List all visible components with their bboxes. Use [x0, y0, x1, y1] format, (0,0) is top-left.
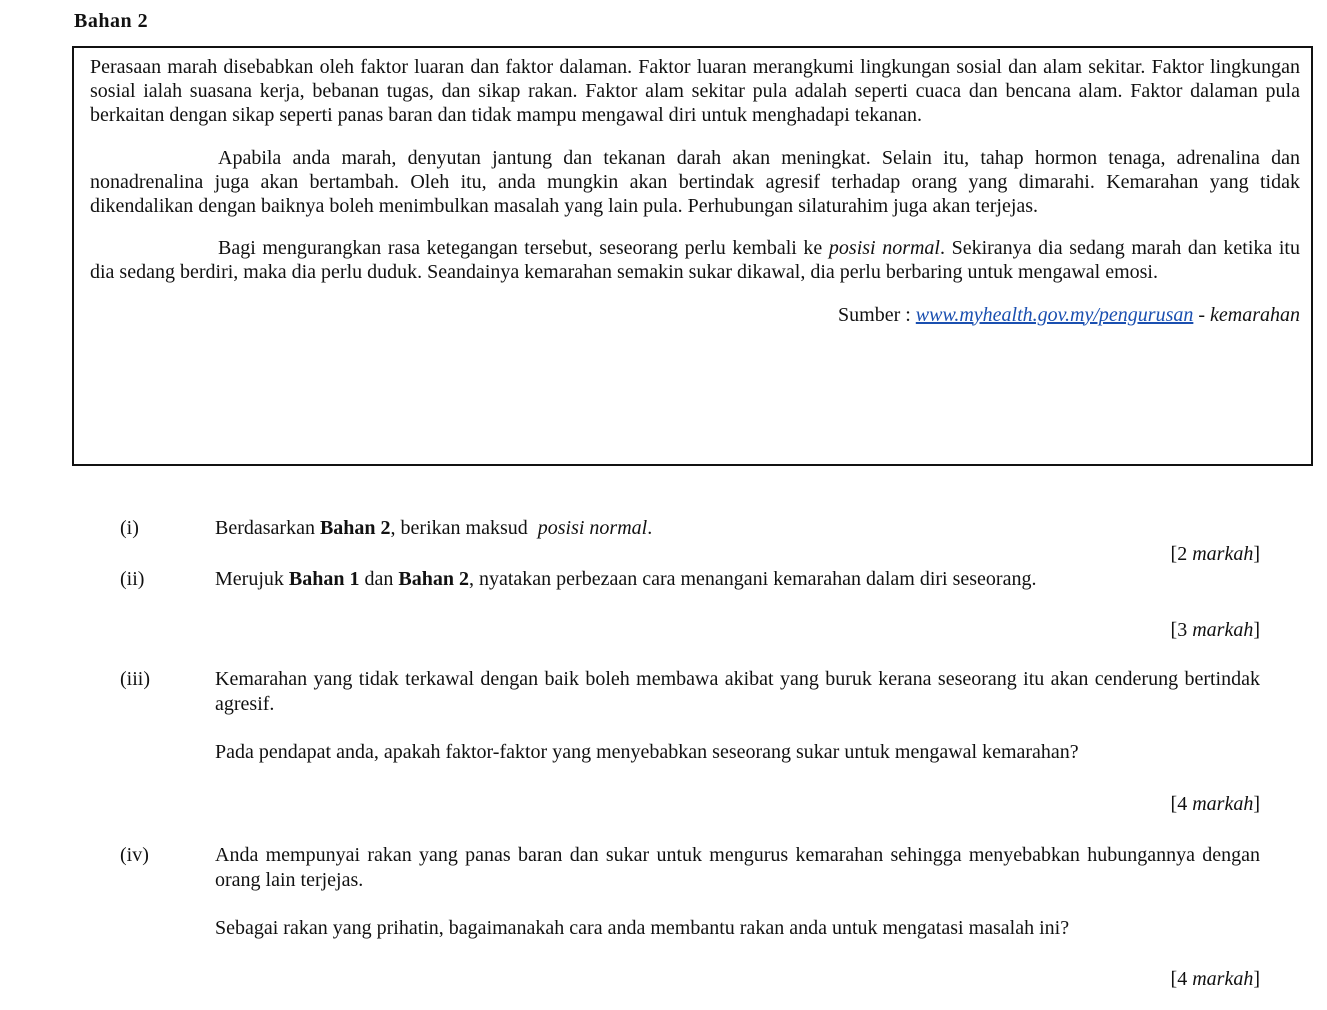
- marks-label-iv: [4 markah]: [1170, 968, 1260, 990]
- question-number: (ii): [120, 568, 145, 590]
- section-heading: Bahan 2: [74, 10, 149, 32]
- question-statement: Kemarahan yang tidak terkawal dengan baik boleh membawa akibat yang buruk kerana seseorang itu akan cenderung bertindak agresif.: [215, 668, 1260, 715]
- question-i: [120, 516, 1260, 542]
- marks-label-ii: [3 markah]: [1170, 619, 1260, 641]
- source-paragraph-1: Perasaan marah disebabkan oleh faktor luaran dan faktor dalaman. Faktor luaran merangkumi lingkungan sosial dan alam sekitar. Faktor lingkungan sosial ialah suasana kerja, bebanan tugas, dan sikap rakan. Faktor alam sekitar pula adalah seperti cuaca dan bencana alam. Faktor dalaman pula berkaitan dengan sikap seperti panas baran dan tidak mampu mengawal diri untuk menghadapi tekanan.: [90, 56, 1300, 127]
- question-prompt: Pada pendapat anda, apakah faktor-faktor yang menyebabkan seseorang sukar untuk mengawal kemarahan?: [215, 741, 1079, 763]
- question-text-part: , nyatakan perbezaan cara menangani kemarahan dalam diri seseorang.: [468, 568, 1037, 590]
- marks-label-iii: [4 markah]: [1170, 793, 1260, 815]
- question-text-part: Merujuk: [215, 568, 284, 590]
- paragraph-3-end: . Sekiranya dia sedang marah dan ketika itu dia sedang berdiri, maka dia perlu duduk. Seandainya kemarahan semakin sukar dikawal, dia perlu berbaring untuk mengawal emosi.: [90, 237, 1300, 284]
- bold-reference: Bahan 2: [398, 568, 469, 590]
- source-paragraph-3: [90, 236, 1300, 284]
- question-text: [215, 516, 1260, 541]
- source-suffix: - kemarahan: [1198, 303, 1300, 326]
- source-citation: [90, 303, 1300, 327]
- question-text: [215, 843, 1260, 941]
- paragraph-3-start: Bagi mengurangkan rasa ketegangan tersebut, seseorang perlu kembali ke: [218, 237, 823, 260]
- question-iii: [120, 667, 1260, 792]
- italic-term: posisi normal: [537, 517, 648, 539]
- question-iv: [120, 843, 1260, 968]
- source-link[interactable]: www.myhealth.gov.my/pengurusan: [915, 303, 1194, 326]
- question-prompt: Sebagai rakan yang prihatin, bagaimanakah cara anda membantu rakan anda untuk mengatasi masalah ini?: [215, 917, 1070, 939]
- posisi-normal-term: posisi normal: [828, 237, 940, 260]
- question-text: [215, 567, 1260, 592]
- question-text-part: dan: [364, 568, 394, 590]
- source-text-content: [90, 55, 1300, 327]
- question-number: (iv): [120, 844, 149, 866]
- question-text-part: , berikan maksud: [390, 517, 528, 539]
- marks-label-i: [2 markah]: [1170, 543, 1260, 565]
- question-statement: Anda mempunyai rakan yang panas baran dan sukar untuk mengurus kemarahan sehingga menyebabkan hubungannya dengan orang lain terjejas.: [215, 844, 1260, 891]
- question-number: (i): [120, 517, 139, 539]
- question-text-part: .: [647, 517, 653, 539]
- question-text-part: Berdasarkan: [215, 517, 315, 539]
- source-label: Sumber :: [838, 303, 911, 326]
- question-ii: [120, 567, 1260, 619]
- question-number: (iii): [120, 668, 150, 690]
- bold-reference: Bahan 1: [288, 568, 360, 590]
- source-text-box: [72, 46, 1313, 466]
- source-paragraph-2: Apabila anda marah, denyutan jantung dan tekanan darah akan meningkat. Selain itu, tahap hormon tenaga, adrenalina dan nonadrenalina juga akan bertambah. Oleh itu, anda mungkin akan bertindak agresif terhadap orang yang dimarahi. Kemarahan yang tidak dikendalikan dengan baiknya boleh menimbulkan masalah yang lain pula. Perhubungan silaturahim juga akan terjejas.: [90, 146, 1300, 218]
- bold-reference: Bahan 2: [319, 517, 391, 539]
- question-text: [215, 667, 1260, 765]
